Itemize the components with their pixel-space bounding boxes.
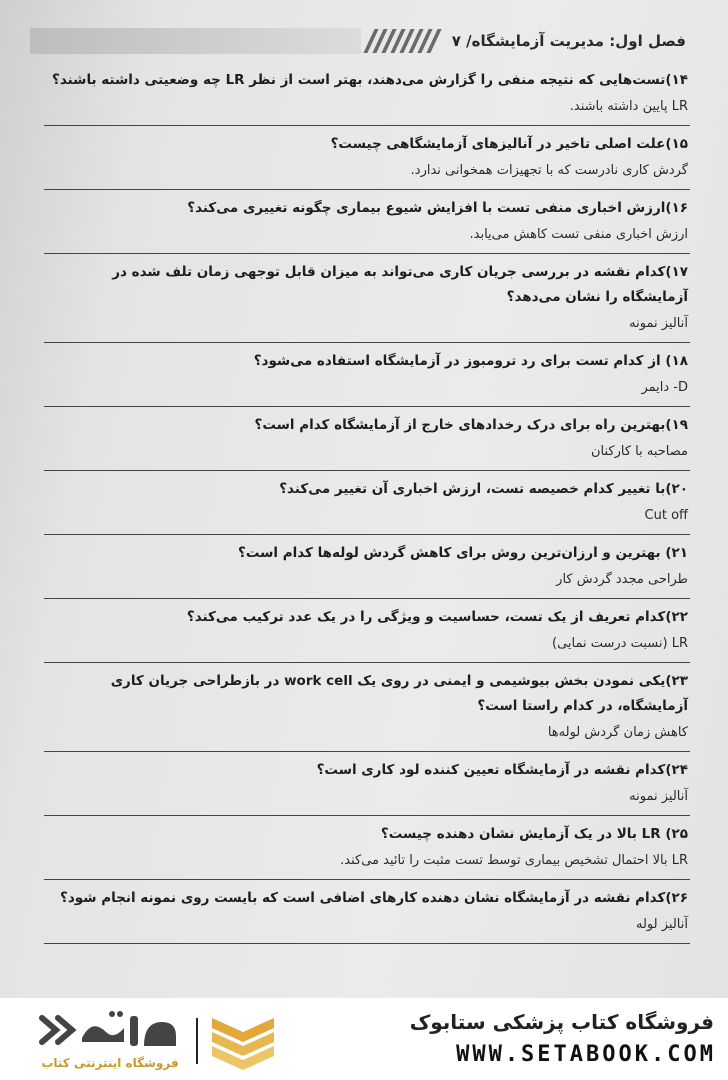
answer-text: کاهش زمان گردش لوله‌ها (547, 725, 688, 740)
answer-text: Cut off (644, 508, 688, 523)
answer-text: آنالیز لوله (636, 917, 688, 932)
qa-item (44, 471, 690, 535)
question-text: ۲۴)کدام نقشه در آزمایشگاه تعیین کننده لود کاری است؟ (316, 762, 688, 778)
qa-item (44, 752, 690, 816)
store-name: فروشگاه کتاب پزشکی ستابوک (409, 1010, 714, 1034)
answer-text: LR پایین داشته باشند. (569, 99, 688, 114)
question-text: ۱۸) از کدام تست برای رد ترومبوز در آزمایشگاه استفاده می‌شود؟ (253, 353, 688, 369)
answer-text: LR (نسبت درست نمایی) (552, 636, 688, 651)
answer-text: گردش کاری نادرست که با تجهیزات همخوانی ندارد. (410, 163, 688, 178)
qa-item (44, 190, 690, 254)
question-text: ۱۶)ارزش اخباری منفی تست با افزایش شیوع بیماری چگونه تغییری می‌کند؟ (187, 200, 688, 216)
answer-text: آنالیز نمونه (629, 316, 688, 331)
qa-item (44, 343, 690, 407)
question-text: ۲۳)یکی نمودن بخش بیوشیمی و ایمنی در روی یک work cell در بازطراحی جریان کاری آزمایشگاه، در کدام راستا است؟ (110, 673, 688, 714)
setabook-logo-icon (34, 1008, 184, 1052)
qa-item (44, 126, 690, 190)
answer-text: ارزش اخباری منفی تست کاهش می‌یابد. (469, 227, 688, 242)
answer-text: آنالیز نمونه (629, 789, 688, 804)
qa-item (44, 62, 690, 126)
question-text: ۲۲)کدام تعریف از یک تست، حساسیت و ویژگی را در یک عدد ترکیب می‌کند؟ (186, 609, 688, 625)
store-banner (0, 998, 728, 1080)
logo-divider (196, 1018, 198, 1064)
qa-item (44, 535, 690, 599)
logo-tagline: فروشگاه اینترنتی کتاب (41, 1056, 179, 1070)
chevron-logo-icon (210, 1014, 276, 1070)
chapter-title: فصل اول: مدیریت آزمایشگاه/ ۷ (451, 32, 686, 50)
question-text: ۱۹)بهترین راه برای درک رخدادهای خارج از آزمایشگاه کدام است؟ (254, 417, 688, 433)
qa-item (44, 816, 690, 880)
qa-item (44, 663, 690, 752)
answer-text: طراحی مجدد گردش کار (556, 572, 688, 587)
question-text: ۲۰)با تغییر کدام خصیصه تست، ارزش اخباری آن تغییر می‌کند؟ (279, 481, 688, 497)
qa-item (44, 407, 690, 471)
qa-item (44, 880, 690, 944)
qa-item (44, 599, 690, 663)
answer-text: LR بالا احتمال تشخیص بیماری توسط تست مثبت را تائید می‌کند. (340, 853, 688, 868)
qa-item (44, 254, 690, 343)
question-text: ۱۴)تست‌هایی که نتیجه منفی را گزارش می‌دهند، بهتر است از نظر LR چه وضعیتی داشته باشند؟ (52, 72, 688, 88)
question-text: ۲۱) بهترین و ارزان‌ترین روش برای کاهش گردش لوله‌ها کدام است؟ (237, 545, 688, 561)
header-stripes-decoration (369, 29, 436, 53)
question-text: ۲۶)کدام نقشه در آزمایشگاه نشان دهنده کارهای اضافی است که بایست روی نمونه انجام شود؟ (60, 890, 688, 906)
question-list (44, 62, 690, 944)
store-url-link[interactable]: WWW.SETABOOK.COM (456, 1042, 716, 1067)
answer-text: مصاحبه با کارکنان (590, 444, 688, 459)
header-bar-decoration (30, 28, 361, 54)
answer-text: D- دایمر (641, 380, 688, 395)
question-text: ۱۷)کدام نقشه در بررسی جریان کاری می‌تواند به میزان قابل توجهی زمان تلف شده در آزمایشگاه را نشان می‌دهد؟ (112, 264, 688, 305)
question-text: ۱۵)علت اصلی تاخیر در آنالیزهای آزمایشگاهی چیست؟ (330, 136, 688, 152)
question-text: ۲۵) LR بالا در یک آزمایش نشان دهنده چیست؟ (380, 826, 688, 842)
chapter-header (30, 24, 686, 58)
